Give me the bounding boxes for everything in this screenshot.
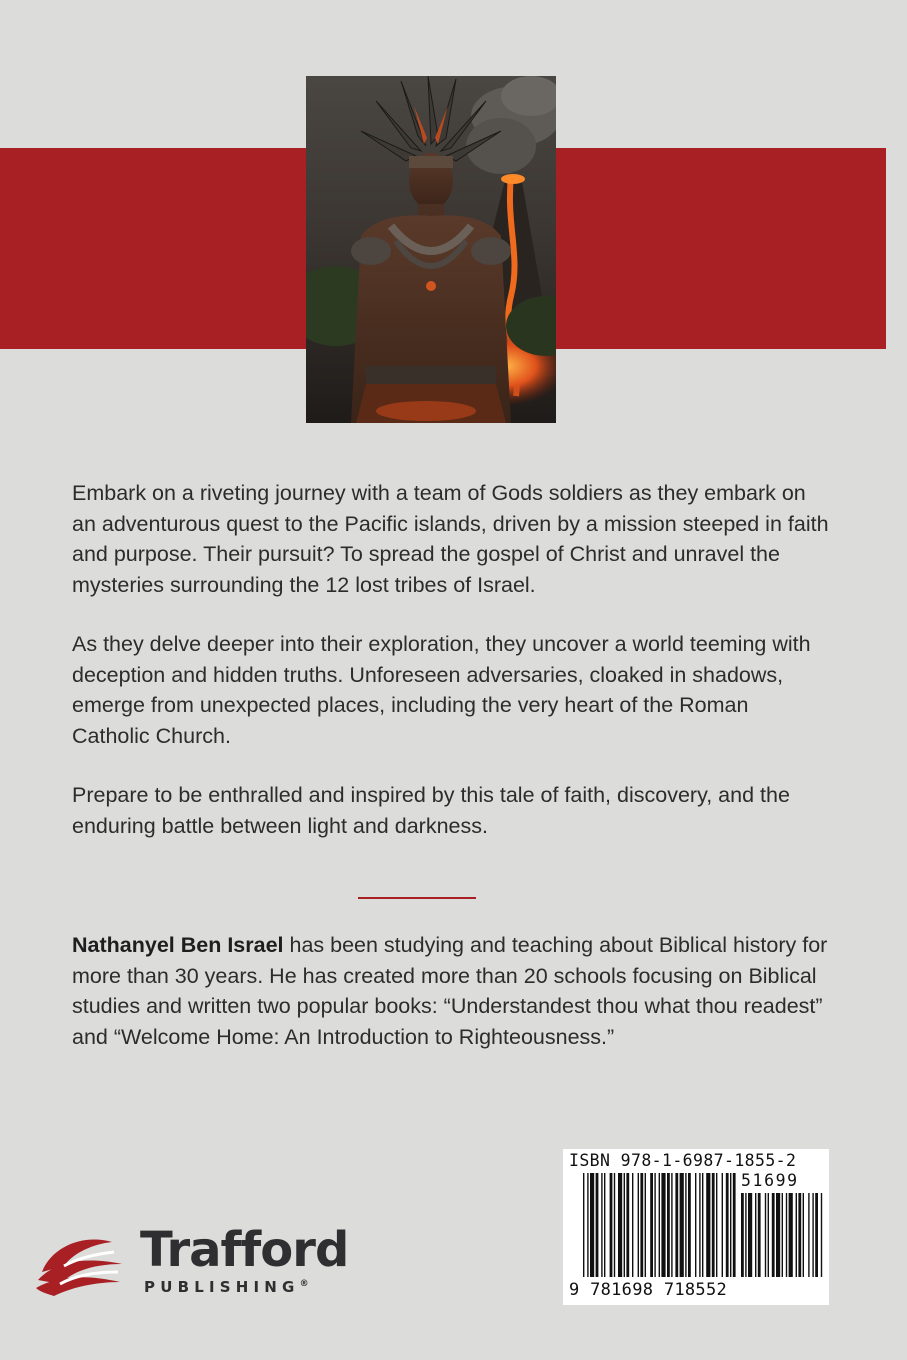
barcode-bar [640,1173,643,1277]
barcode-bar [685,1173,686,1277]
barcode-bar [722,1173,723,1277]
barcode-bar [645,1173,646,1277]
publisher-name: Trafford [140,1222,349,1278]
barcode-bar [798,1193,801,1277]
barcode-bar [667,1173,670,1277]
barcode-bar [596,1173,599,1277]
blurb-paragraph: Embark on a riveting journey with a team of Gods soldiers as they embark on an adventurous quest to the Pacific islands, driven by a mission steeped in faith and purpose. Their pursuit? To spread the gospel of Christ and unravel the mysteries surrounding the 12 lost tribes of Israel. [72,481,829,597]
warrior-volcano-illustration [306,76,556,423]
barcode-bar [745,1193,746,1277]
isbn-text: ISBN 978-1-6987-1855-2 [569,1151,797,1170]
barcode-bar [808,1193,809,1277]
isbn-barcode [563,1149,829,1305]
publisher-logo [34,1222,379,1300]
barcode-bar [650,1173,653,1277]
cover-illustration [306,76,556,423]
publisher-subtitle: PUBLISHING® [144,1278,309,1296]
barcode-bar [688,1173,691,1277]
barcode-bar [675,1173,678,1277]
barcode-bar [772,1193,775,1277]
barcode-bar [776,1193,780,1277]
price-code: 51699 [741,1171,799,1190]
author-bio [72,930,832,1052]
blurb-paragraph: Prepare to be enthralled and inspired by this tale of faith, discovery, and the enduring battle between light and darkness. [72,783,790,838]
barcode-bar [661,1173,665,1277]
barcode-bar [803,1193,804,1277]
barcode-bar [583,1173,584,1277]
barcode-bar [758,1193,761,1277]
blurb-paragraph: As they delve deeper into their exploration, they uncover a world teeming with deception and hidden truths. Unforeseen adversaries, cloaked in shadows, emerge from unexpected places, including the very heart of the Roman Catholic Church. [72,632,811,748]
barcode-bar [765,1193,766,1277]
barcode-bar [590,1173,594,1277]
ean-digits: 9 781698 718552 [569,1280,728,1300]
barcode-bar [699,1173,700,1277]
barcode-bar [755,1193,756,1277]
barcode-bar [730,1173,731,1277]
author-name: Nathanyel Ben Israel [72,933,284,957]
barcode-bar [632,1173,633,1277]
barcode-bar [748,1193,752,1277]
barcode-bar [695,1173,696,1277]
barcode-bar [796,1193,797,1277]
barcode-bar [786,1193,787,1277]
barcode-bar [821,1193,822,1277]
barcode-bar [618,1173,622,1277]
barcode-bar [812,1193,813,1277]
barcode-bar [671,1173,672,1277]
registered-mark: ® [299,1279,309,1289]
barcode-bar [659,1173,660,1277]
trafford-book-logo-icon [34,1228,134,1300]
barcode-bar [587,1173,588,1277]
barcode-bar [733,1173,736,1277]
barcode-bar [712,1173,715,1277]
barcode-bar [601,1173,602,1277]
section-divider [358,897,476,899]
barcode-bar [680,1173,684,1277]
barcode-bar [726,1173,729,1277]
barcode-bar [706,1173,710,1277]
barcode-bar [624,1173,625,1277]
barcode-bar [626,1173,629,1277]
barcode-bar [654,1173,655,1277]
barcode-bar [638,1173,639,1277]
blurb [72,478,832,870]
author-bio-text: has been studying and teaching about Biblical history for more than 30 years. He has created more than 20 schools focusing on Biblical studies and written two popular books: “Understandest thou what thou readest” and “Welcome Home: An Introduction to Righteousness.” [72,933,828,1049]
barcode-bar [614,1173,615,1277]
barcode-bar [782,1193,783,1277]
barcode-bar [815,1193,818,1277]
barcode-bar [716,1173,717,1277]
barcode-bar [604,1173,605,1277]
barcode-bar [768,1193,769,1277]
barcode-bar [789,1193,793,1277]
barcode-bar [610,1173,613,1277]
barcode-bar [741,1193,744,1277]
barcode-bar [702,1173,703,1277]
